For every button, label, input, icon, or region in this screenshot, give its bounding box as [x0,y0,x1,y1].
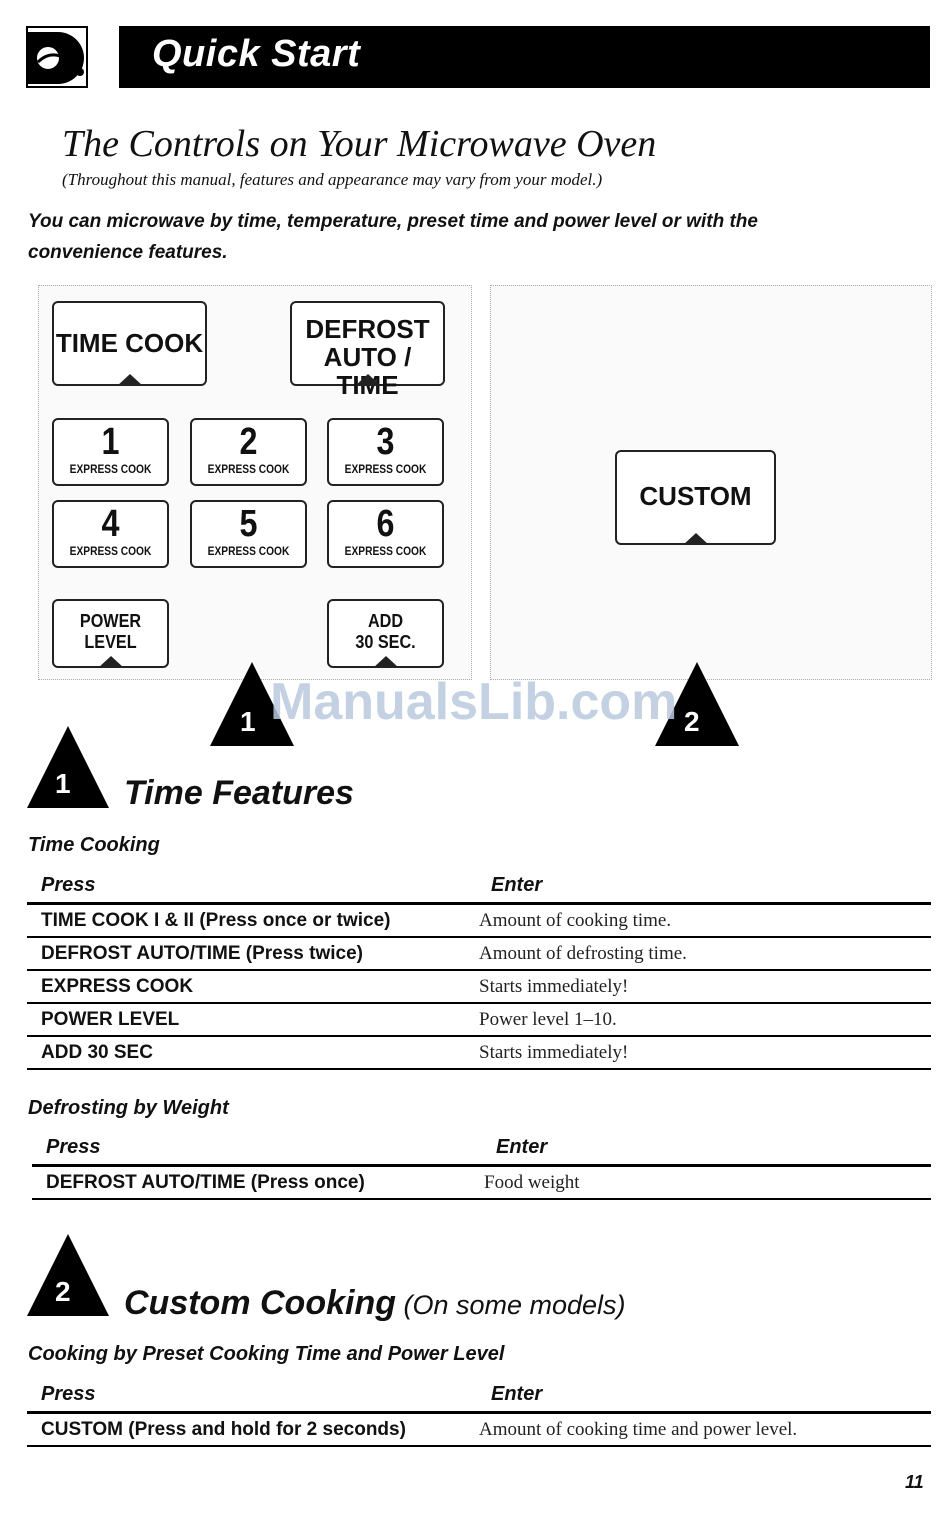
time-cook-key[interactable] [52,301,207,386]
express-cook-label: EXPRESS COOK [207,462,290,476]
time-cooking-subtitle: Time Cooking [28,834,160,856]
add-label-line1: ADD [367,611,404,631]
page-subtitle: (Throughout this manual, features and appearance may vary from your model.) [62,170,603,189]
defrosting-subtitle: Defrosting by Weight [28,1097,229,1119]
table-row [27,1003,931,1036]
time-features-title: Time Features [124,774,354,812]
press-key-name: POWER LEVEL [41,1008,180,1030]
express-cook-label: EXPRESS COOK [344,462,427,476]
express-cook-key-1[interactable] [52,418,169,486]
key-number: 1 [101,421,120,463]
key-pointer-icon [373,656,399,668]
page-number: 11 [905,1472,924,1492]
table-row [32,1166,931,1200]
press-key-name: DEFROST AUTO/TIME [46,1171,246,1193]
press-cell [27,1036,477,1069]
time-cooking-table [27,869,931,1070]
enter-column-header: Enter [477,869,931,904]
press-cell [27,937,477,970]
panel-marker-2-number: 2 [684,706,700,737]
key-number: 2 [239,421,258,463]
power-label-line1: POWER [79,611,142,631]
custom-key[interactable] [615,450,776,545]
panel-marker-1-number: 1 [240,706,256,737]
key-pointer-icon [98,656,124,668]
enter-cell: Amount of defrosting time. [477,937,931,970]
custom-cooking-title-wrap [124,1284,626,1323]
table-row [27,970,931,1003]
defrost-label-line1: DEFROST [305,314,430,344]
enter-cell: Starts immediately! [477,1036,931,1069]
press-note: (Press and hold for 2 seconds) [122,1418,406,1440]
press-cell [32,1166,482,1200]
defrost-auto-time-key[interactable] [290,301,445,400]
key-number: 3 [376,421,395,463]
microwave-plate-icon [26,26,88,88]
express-cook-key-5[interactable] [190,500,307,568]
defrosting-table [32,1131,931,1200]
press-key-name: EXPRESS COOK [41,975,194,997]
time-cook-label: TIME COOK [55,328,204,358]
table-row [27,937,931,970]
custom-cooking-note: (On some models) [395,1290,626,1320]
custom-label: CUSTOM [639,481,752,511]
enter-cell: Amount of cooking time. [477,904,931,938]
add-30-sec-key[interactable] [327,599,444,668]
power-label-line2: LEVEL [84,632,137,652]
add-label-line2: 30 SEC. [355,632,416,652]
key-pointer-icon [117,374,143,386]
defrost-label-line2: AUTO / TIME [323,342,412,400]
press-note: (Press twice) [240,942,363,964]
key-number: 6 [376,503,395,545]
press-note: (Press once or twice) [194,909,391,931]
press-key-name: ADD 30 SEC [41,1041,153,1063]
express-cook-key-2[interactable] [190,418,307,486]
press-cell [27,1003,477,1036]
enter-cell: Food weight [482,1166,931,1200]
press-cell [27,904,477,938]
table-row [27,1036,931,1069]
preset-cooking-table [27,1378,931,1447]
enter-column-header: Enter [477,1378,931,1413]
press-key-name: DEFROST AUTO/TIME [41,942,241,964]
express-cook-key-4[interactable] [52,500,169,568]
press-key-name: CUSTOM [41,1418,123,1440]
press-key-name: TIME COOK I & II [41,909,195,931]
express-cook-key-6[interactable] [327,500,444,568]
express-cook-label: EXPRESS COOK [344,544,427,558]
key-pointer-icon [355,374,381,386]
watermark: ManualsLib.com [270,673,678,731]
press-column-header: Press [27,869,477,904]
custom-cooking-title: Custom Cooking [124,1284,396,1322]
section-label: Quick Start [152,33,361,75]
press-column-header: Press [27,1378,477,1413]
enter-cell: Starts immediately! [477,970,931,1003]
key-pointer-icon [683,533,709,545]
preset-cooking-subtitle: Cooking by Preset Cooking Time and Power Level [28,1343,505,1365]
enter-cell: Power level 1–10. [477,1003,931,1036]
page-title: The Controls on Your Microwave Oven [62,123,657,165]
intro-text: You can microwave by time, temperature, preset time and power level or with the convenience features. [28,211,758,263]
key-number: 5 [239,503,258,545]
press-cell [27,1413,477,1447]
table-row [27,1413,931,1447]
section-marker-2-number: 2 [55,1276,71,1307]
press-column-header: Press [32,1131,482,1166]
key-number: 4 [101,503,120,545]
table-row [27,904,931,938]
express-cook-label: EXPRESS COOK [69,544,152,558]
power-level-key[interactable] [52,599,169,668]
press-cell [27,970,477,1003]
section-marker-1-number: 1 [55,768,71,799]
express-cook-key-3[interactable] [327,418,444,486]
enter-cell: Amount of cooking time and power level. [477,1413,931,1447]
express-cook-label: EXPRESS COOK [69,462,152,476]
enter-column-header: Enter [482,1131,931,1166]
express-cook-label: EXPRESS COOK [207,544,290,558]
press-note: (Press once) [245,1171,365,1193]
